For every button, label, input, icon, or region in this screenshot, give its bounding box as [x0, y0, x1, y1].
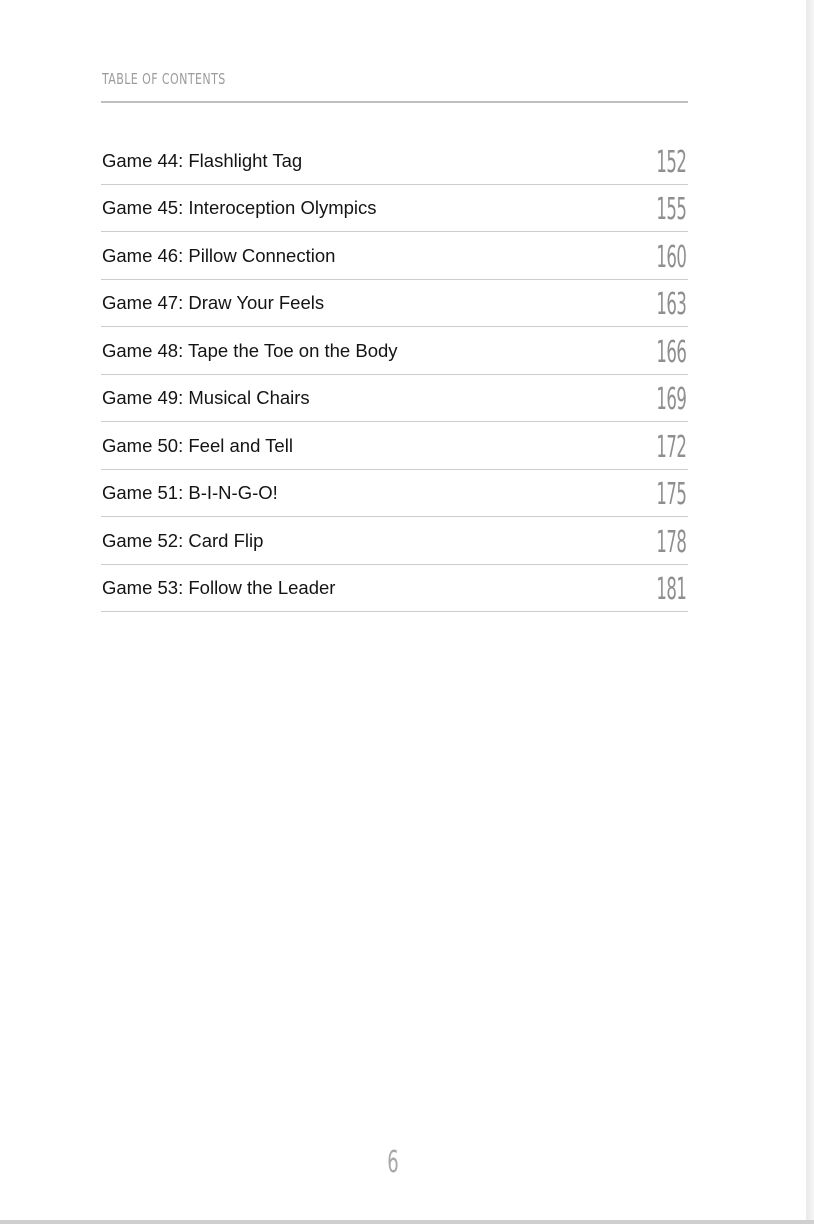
toc-entry-title: Game 48: Tape the Toe on the Body: [102, 339, 398, 361]
toc-entry-page: 155: [656, 192, 686, 227]
page-edge-shadow: [806, 0, 814, 1224]
toc-entry-title: Game 47: Draw Your Feels: [102, 292, 325, 313]
toc-entry-title: Game 53: Follow the Leader: [102, 577, 336, 598]
running-head: TABLE OF CONTENTS: [102, 70, 226, 88]
toc-entry-page: 175: [656, 477, 686, 512]
toc-entry[interactable]: [101, 232, 688, 280]
toc-entry[interactable]: [101, 422, 688, 470]
toc-entry[interactable]: [101, 565, 688, 613]
toc-entry[interactable]: [101, 375, 688, 423]
toc-entry-title: Game 45: Interoception Olympics: [102, 197, 377, 218]
toc-entry-page: 163: [656, 287, 686, 322]
toc-entry-title: Game 51: B-I-N-G-O!: [102, 482, 278, 503]
toc-entry[interactable]: [101, 470, 688, 518]
toc-entry-page: 172: [656, 429, 686, 465]
page-bottom-edge: [0, 1220, 814, 1224]
toc-entry-title: Game 52: Card Flip: [102, 529, 264, 551]
header-rule: [101, 101, 688, 103]
toc-entry-title: Game 49: Musical Chairs: [102, 387, 310, 408]
toc-entry-page: 169: [656, 382, 686, 417]
toc-entry[interactable]: [101, 327, 688, 375]
toc-entry-title: Game 50: Feel and Tell: [102, 434, 293, 456]
toc-entry-page: 181: [656, 572, 686, 607]
toc-entry-title: Game 46: Pillow Connection: [102, 244, 336, 266]
toc-entry-title: Game 44: Flashlight Tag: [102, 149, 303, 171]
toc-entry-page: 160: [656, 239, 686, 275]
toc-entry-page: 178: [656, 524, 686, 560]
toc-entry[interactable]: [101, 517, 688, 565]
toc-entry[interactable]: [101, 280, 688, 328]
toc-entry-page: 166: [656, 334, 686, 370]
page-number: 6: [387, 1145, 399, 1180]
toc-entry-page: 152: [656, 144, 686, 180]
table-of-contents: [101, 137, 688, 612]
toc-entry[interactable]: [101, 185, 688, 233]
toc-entry[interactable]: [101, 137, 688, 185]
